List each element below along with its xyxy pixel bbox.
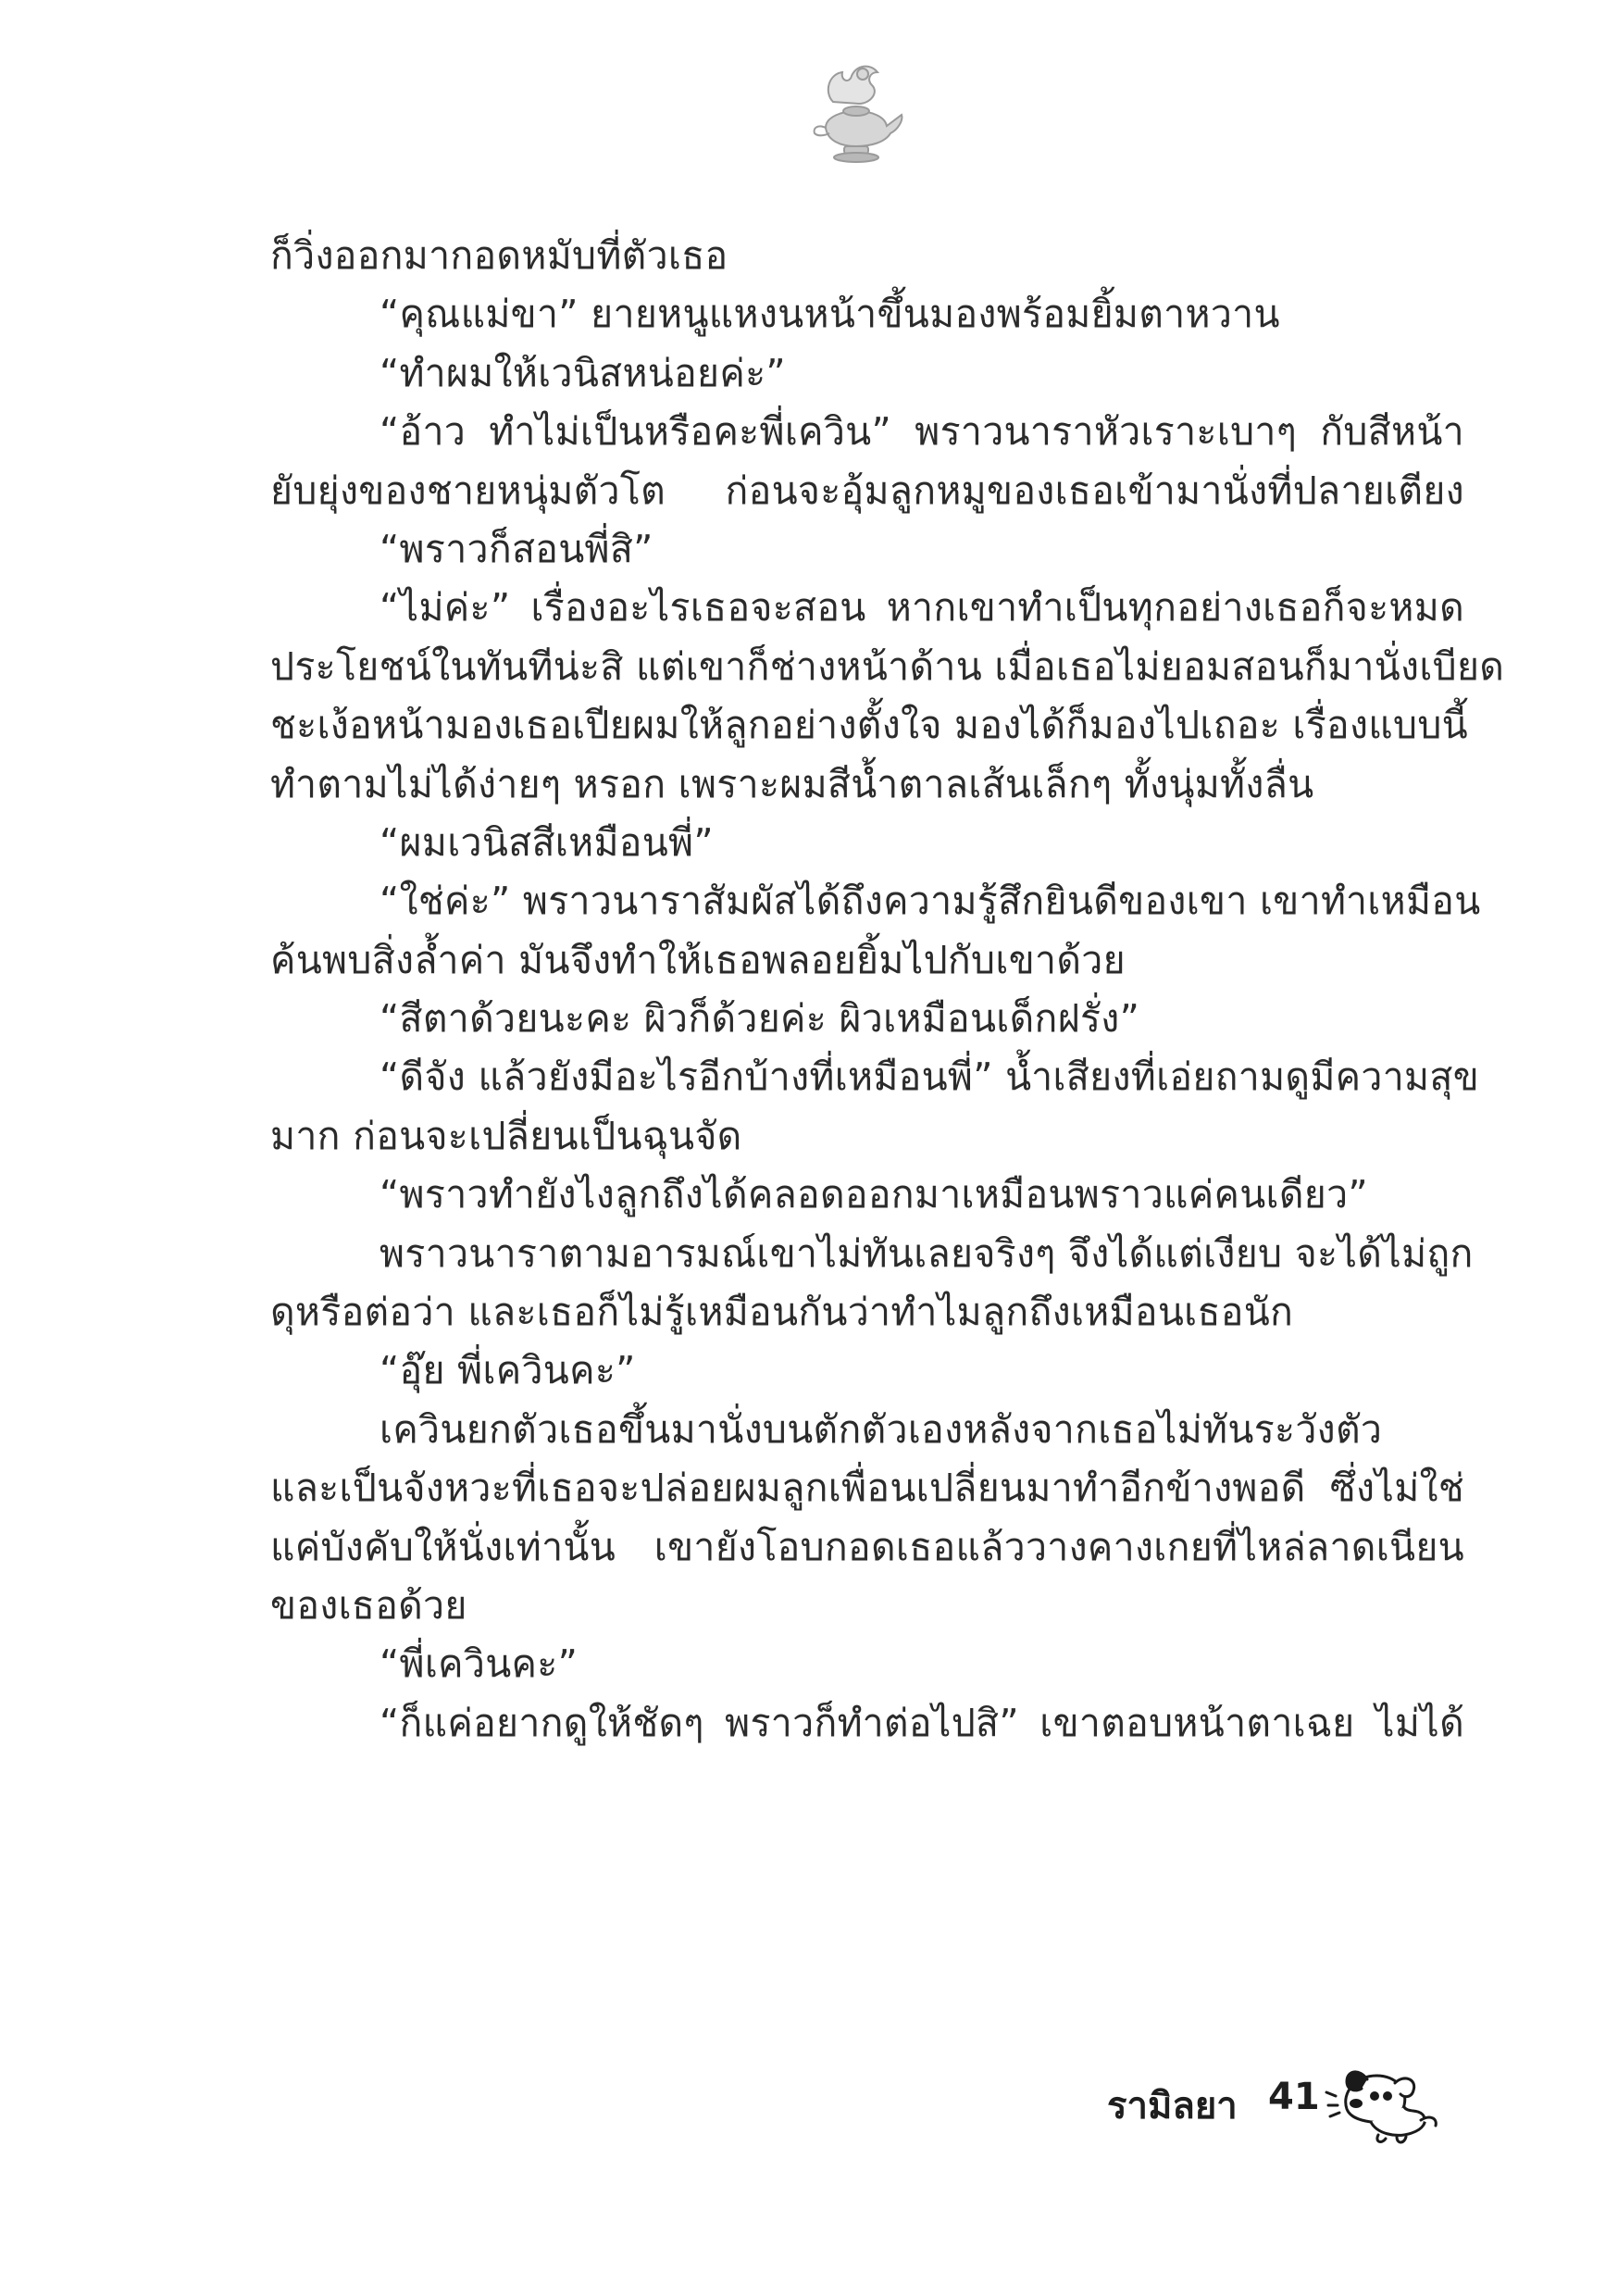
text-line: ดุหรือต่อว่า และเธอก็ไม่รู้เหมือนกันว่าทำไมลูกถึงเหมือนเธอนัก: [270, 1290, 1294, 1335]
text-line: ยับยุ่งของชายหนุ่มตัวโต ก่อนจะอุ้มลูกหมูของเธอเข้ามานั่งที่ปลายเตียง: [270, 468, 1464, 513]
text-line: ค้นพบสิ่งล้ำค่า มันจึงทำให้เธอพลอยยิ้มไปกับเขาด้วย: [270, 937, 1126, 982]
puppy-icon: [1319, 2055, 1449, 2148]
text-line: และเป็นจังหวะที่เธอจะปล่อยผมลูกเพื่อนเปลี่ยนมาทำอีกข้างพอดี ซึ่งไม่ใช่: [270, 1466, 1464, 1511]
text-line: “ใช่ค่ะ” พราวนาราสัมผัสได้ถึงความรู้สึกยินดีของเขา เขาทำเหมือน: [380, 879, 1481, 924]
text-line: “พี่เควินคะ”: [380, 1641, 579, 1687]
text-line: “ผมเวนิสสีเหมือนพี่”: [380, 819, 714, 865]
book-title: รามิลยา: [1107, 2085, 1238, 2128]
text-line: “ทำผมให้เวนิสหน่อยค่ะ”: [380, 350, 786, 395]
text-line: “อุ๊ย พี่เควินคะ”: [380, 1348, 636, 1393]
text-line: ประโยชน์ในทันทีน่ะสิ แต่เขาก็ช่างหน้าด้าน เมื่อเธอไม่ยอมสอนก็มานั่งเบียด: [270, 643, 1505, 689]
text-line: “พราวทำยังไงลูกถึงได้คลอดออกมาเหมือนพราวแค่คนเดียว”: [380, 1172, 1368, 1217]
text-line: “ดีจัง แล้วยังมีอะไรอีกบ้างที่เหมือนพี่” น้ำเสียงที่เอ่ยถามดูมีความสุข: [380, 1054, 1480, 1100]
text-line: มาก ก่อนจะเปลี่ยนเป็นฉุนจัด: [270, 1113, 742, 1158]
text-line: พราวนาราตามอารมณ์เขาไม่ทันเลยจริงๆ จึงได้แต่เงียบ จะได้ไม่ถูก: [380, 1230, 1474, 1276]
text-line: ก็วิ่งออกมากอดหมับที่ตัวเธอ: [270, 233, 728, 278]
page-number: 41: [1268, 2076, 1320, 2118]
story-text: [270, 227, 1505, 1753]
text-line: “ไม่ค่ะ” เรื่องอะไรเธอจะสอน หากเขาทำเป็นทุกอย่างเธอก็จะหมด: [380, 585, 1464, 630]
text-line: “สีตาด้วยนะคะ ผิวก็ด้วยค่ะ ผิวเหมือนเด็กฝรั่ง”: [380, 996, 1140, 1042]
text-line: เควินยกตัวเธอขึ้นมานั่งบนตักตัวเองหลังจากเธอไม่ทันระวังตัว: [380, 1406, 1383, 1452]
genie-lamp-icon: [805, 56, 907, 167]
text-line: “อ้าว ทำไม่เป็นหรือคะพี่เควิน” พราวนาราหัวเราะเบาๆ กับสีหน้า: [380, 409, 1464, 455]
text-line: ของเธอด้วย: [270, 1582, 467, 1628]
text-line: ชะเง้อหน้ามองเธอเปียผมให้ลูกอย่างตั้งใจ มองได้ก็มองไปเถอะ เรื่องแบบนี้: [270, 703, 1468, 748]
page-footer: [1092, 2055, 1481, 2148]
text-line: “คุณแม่ขา” ยายหนูแหงนหน้าขึ้นมองพร้อมยิ้มตาหวาน: [380, 292, 1280, 337]
text-line: “พราวก็สอนพี่สิ”: [380, 526, 653, 571]
text-line: แค่บังคับให้นั่งเท่านั้น เขายังโอบกอดเธอแล้ววางคางเกยที่ไหล่ลาดเนียน: [270, 1524, 1464, 1569]
text-line: “ก็แค่อยากดูให้ชัดๆ พราวก็ทำต่อไปสิ” เขาตอบหน้าตาเฉย ไม่ได้: [380, 1700, 1464, 1745]
text-line: ทำตามไม่ได้ง่ายๆ หรอก เพราะผมสีน้ำตาลเส้นเล็กๆ ทั้งนุ่มทั้งลื่น: [270, 761, 1314, 806]
